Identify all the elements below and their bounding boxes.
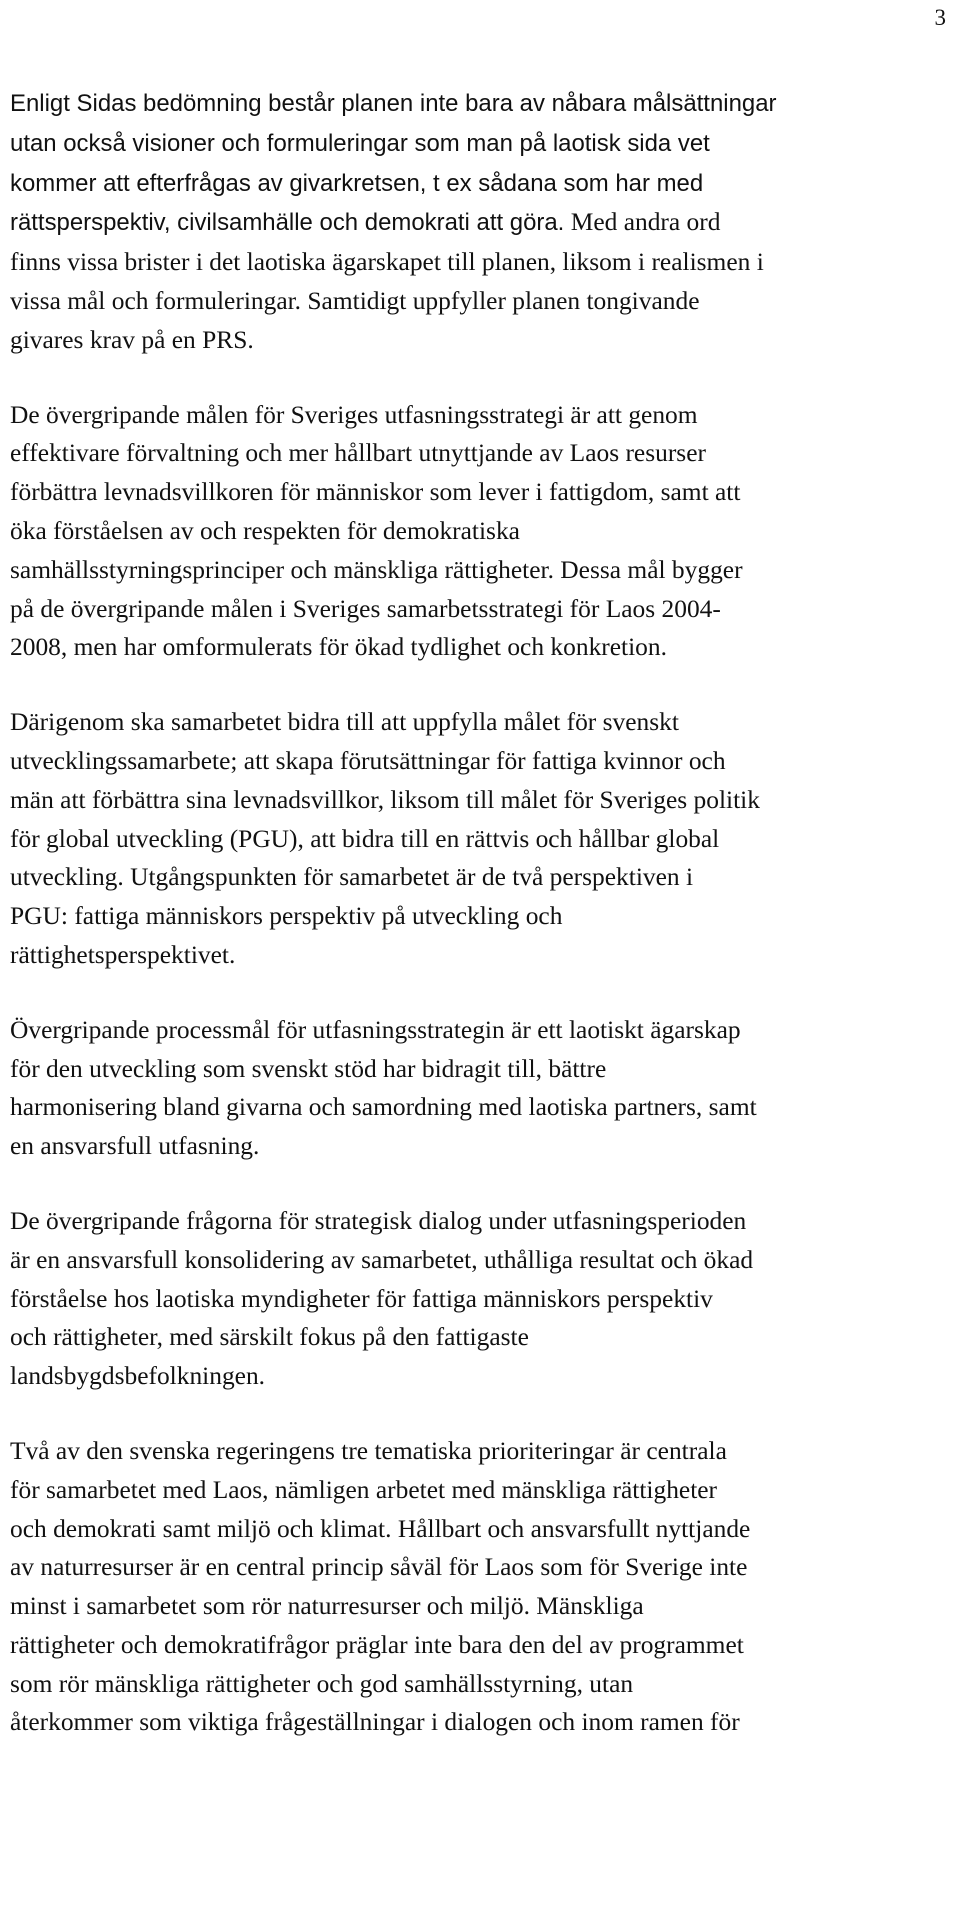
text-segment: förståelse hos laotiska myndigheter för fattiga människors perspektiv (10, 1283, 713, 1313)
text-line (10, 1318, 950, 1357)
text-line (10, 551, 950, 590)
text-line (10, 1626, 950, 1665)
text-line (10, 396, 950, 435)
text-line (10, 473, 950, 512)
text-line (10, 742, 950, 781)
paragraph-2 (10, 396, 950, 668)
text-segment: landsbygdsbefolkningen. (10, 1361, 266, 1391)
text-line (10, 897, 950, 936)
text-line (10, 1510, 950, 1549)
text-line (10, 1127, 950, 1166)
page-number: 3 (934, 5, 946, 30)
text-line (10, 1432, 950, 1471)
text-segment: av naturresurser är en central princip såväl för Laos som för Sverige inte (10, 1552, 748, 1582)
text-segment: 2008, men har omformulerats för ökad tydlighet och konkretion. (10, 632, 667, 662)
text-segment: utan också visioner och formuleringar som man på laotisk sida vet (10, 129, 710, 157)
paragraph-4 (10, 1011, 950, 1166)
text-line (10, 321, 950, 360)
text-segment: öka förståelsen av och respekten för demokratiska (10, 515, 520, 545)
text-line (10, 1665, 950, 1704)
text-line (10, 124, 950, 164)
text-segment: och rättigheter, med särskilt fokus på den fattigaste (10, 1322, 529, 1352)
text-segment: minst i samarbetet som rör naturresurser och miljö. Mänskliga (10, 1591, 644, 1621)
text-segment: förbättra levnadsvillkoren för människor som lever i fattigdom, samt att (10, 477, 741, 507)
text-line (10, 1471, 950, 1510)
document-body (10, 84, 950, 1778)
text-line (10, 936, 950, 975)
text-line (10, 1050, 950, 1089)
text-line (10, 1357, 950, 1396)
text-line (10, 628, 950, 667)
text-line (10, 1587, 950, 1626)
text-segment: vissa mål och formuleringar. Samtidigt uppfyller planen tongivande (10, 285, 700, 315)
text-segment: Därigenom ska samarbetet bidra till att uppfylla målet för svenskt (10, 707, 679, 737)
text-line (10, 203, 950, 243)
text-line (10, 243, 950, 282)
text-line (10, 282, 950, 321)
text-segment: Övergripande processmål för utfasningsstrategin är ett laotiskt ägarskap (10, 1014, 741, 1044)
text-segment: effektivare förvaltning och mer hållbart utnyttjande av Laos resurser (10, 438, 706, 468)
paragraph-3 (10, 703, 950, 975)
text-line (10, 1011, 950, 1050)
text-line (10, 84, 950, 124)
text-segment: kommer att efterfrågas av givarkretsen, t ex sådana som har med (10, 169, 704, 197)
text-line (10, 858, 950, 897)
paragraph-1 (10, 84, 950, 360)
text-segment: finns vissa brister i det laotiska ägarskapet till planen, liksom i realismen i (10, 247, 764, 277)
text-line (10, 1548, 950, 1587)
text-segment: rättigheter och demokratifrågor präglar inte bara den del av programmet (10, 1629, 744, 1659)
text-segment: en ansvarsfull utfasning. (10, 1131, 260, 1161)
text-segment: som rör mänskliga rättigheter och god samhällsstyrning, utan (10, 1668, 634, 1698)
text-line (10, 781, 950, 820)
text-segment: rättighetsperspektivet. (10, 939, 236, 969)
text-segment: och demokrati samt miljö och klimat. Hållbart och ansvarsfullt nyttjande (10, 1513, 751, 1543)
text-segment: harmonisering bland givarna och samordning med laotiska partners, samt (10, 1092, 757, 1122)
text-segment: rättsperspektiv, civilsamhälle och demokrati att göra. (10, 209, 565, 237)
text-line (10, 434, 950, 473)
text-segment: Två av den svenska regeringens tre tematiska prioriteringar är centrala (10, 1435, 727, 1465)
text-segment: De övergripande målen för Sveriges utfasningsstrategi är att genom (10, 399, 698, 429)
text-line (10, 1088, 950, 1127)
text-segment: samhällsstyrningsprinciper och mänskliga rättigheter. Dessa mål bygger (10, 554, 743, 584)
text-segment: Med andra ord (564, 207, 721, 237)
text-segment: utvecklingssamarbete; att skapa förutsättningar för fattiga kvinnor och (10, 745, 726, 775)
text-line (10, 820, 950, 859)
text-line (10, 703, 950, 742)
text-segment: De övergripande frågorna för strategisk dialog under utfasningsperioden (10, 1205, 747, 1235)
text-segment: män att förbättra sina levnadsvillkor, liksom till målet för Sveriges politik (10, 784, 760, 814)
text-segment: för samarbetet med Laos, nämligen arbetet med mänskliga rättigheter (10, 1474, 718, 1504)
text-segment: på de övergripande målen i Sveriges samarbetsstrategi för Laos 2004- (10, 593, 721, 623)
text-line (10, 164, 950, 204)
text-line (10, 1241, 950, 1280)
text-segment: givares krav på en PRS. (10, 324, 254, 354)
text-line (10, 1703, 950, 1742)
text-segment: PGU: fattiga människors perspektiv på utveckling och (10, 901, 563, 931)
text-segment: är en ansvarsfull konsolidering av samarbetet, uthålliga resultat och ökad (10, 1244, 754, 1274)
text-segment: Enligt Sidas bedömning består planen inte bara av nåbara målsättningar (10, 90, 777, 117)
text-line (10, 512, 950, 551)
text-line (10, 590, 950, 629)
text-line (10, 1280, 950, 1319)
paragraph-6 (10, 1432, 950, 1742)
text-segment: återkommer som viktiga frågeställningar i dialogen och inom ramen för (10, 1707, 740, 1737)
text-segment: för global utveckling (PGU), att bidra till en rättvis och hållbar global (10, 823, 720, 853)
paragraph-5 (10, 1202, 950, 1396)
text-line (10, 1202, 950, 1241)
text-segment: för den utveckling som svenskt stöd har bidragit till, bättre (10, 1053, 607, 1083)
text-segment: utveckling. Utgångspunkten för samarbetet är de två perspektiven i (10, 862, 694, 892)
